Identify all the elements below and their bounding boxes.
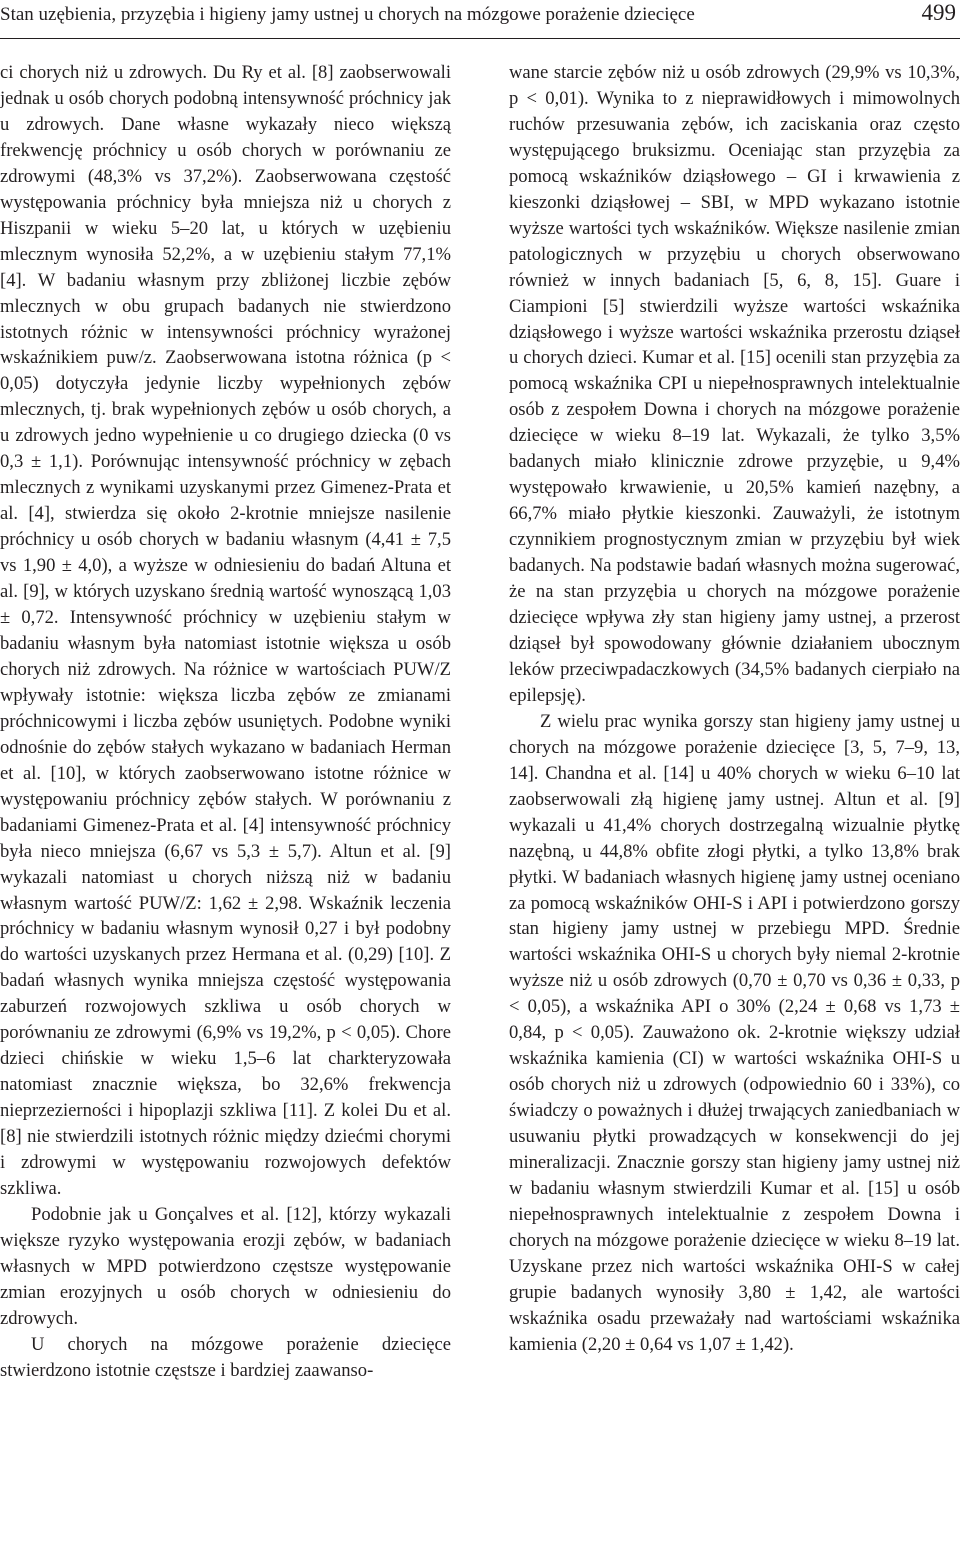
left-paragraph-1: ci chorych niż u zdrowych. Du Ry et al. [8] zaobserwowali jednak u osób chorych podobną intensywność próchnicy jak u zdrowych. Dane własne wykazały nieco większą frekwencję próchnicy u osób chorych w porównaniu ze zdrowymi (48,3% vs 37,2%). Zaobserwowana częstość występowania próchnicy była mniejsza niż u chorych z Hiszpanii w wieku 5–20 lat, u których w uzębieniu mlecznym wynosiła 52,2%, a w uzębieniu stałym 77,1% [4]. W badaniu własnym przy zbliżonej liczbie zębów mlecznych w obu grupach badanych nie stwierdzono istotnych różnic w intensywności próchnicy wyrażonej wskaźnikiem puw/z. Zaobserwowana istotna różnica (p < 0,05) dotyczyła jedynie liczby wypełnionych zębów mlecznych, tj. brak wypełnionych zębów u osób chorych, a u zdrowych jedno wypełnienie u co drugiego dziecka (0 vs 0,3 ± 1,1). Porównując intensywność próchnicy w zębach mlecznych z wynikami uzyskanymi przez Gimenez-Prata et al. [4], stwierdza się około 2-krotnie mniejsze nasilenie próchnicy u osób chorych w badaniu własnym (4,41 ± 7,5 vs 1,90 ± 4,0), a wyższe w odniesieniu do badań Altuna et al. [9], w których uzyskano średnią wartość wynoszącą 1,03 ± 0,72. Intensywność próchnicy w uzębieniu stałym w badaniu własnym była natomiast istotnie większa u osób chorych niż zdrowych. Na różnice w wartościach PUW/Z wpływały istotnie: większa liczba zębów ze zmianami próchnicowymi i liczba zębów usuniętych. Podobne wyniki odnośnie do zębów stałych wykazano w badaniach Herman et al. [10], w których zaobserwowano istotne różnice w występowaniu próchnicy zębów stałych. W porównaniu z badaniami Gimenez-Prata et al. [4] intensywność próchnicy była nieco mniejsza (6,67 vs 5,3 ± 5,7). Altun et al. [9] wykazali natomiast u chorych niższą niż w badaniu własnym wartość PUW/Z: 1,62 ± 2,98. Wskaźnik leczenia próchnicy w badaniu własnym wynosił 0,27 i był podobny do wartości uzyskanych przez Hermana et al. (0,29) [10]. Z badań własnych wynika mniejsza częstość występowania zaburzeń rozwojowych szkliwa u osób chorych w porównaniu ze zdrowymi (6,9% vs 19,2%, p < 0,05). Chore dzieci chińskie w wieku 1,5–6 lat charkteryzowała natomiast znacznie większa, bo 32,6% frekwencja nieprzezierności i hipoplazji szkliwa [11]. Z kolei Du et al. [8] nie stwierdzili istotnych różnic między dziećmi chorymi i zdrowymi w występowaniu rozwojowych defektów szkliwa.: [0, 62, 451, 1199]
running-title: Stan uzębienia, przyzębia i higieny jamy ustnej u chorych na mózgowe porażenie dziecięce: [0, 4, 695, 25]
header-rule: [0, 38, 960, 39]
right-column: [509, 60, 960, 1358]
left-paragraph-3: U chorych na mózgowe porażenie dziecięce stwierdzono istotnie częstsze i bardziej zaawanso-: [0, 1333, 451, 1381]
right-paragraph-1: wane starcie zębów niż u osób zdrowych (29,9% vs 10,3%, p < 0,01). Wynika to z nieprawidłowych i mimowolnych ruchów przesuwania zębów, ich zaciskania oraz często występującego bruksizmu. Oceniając stan przyzębia za pomocą wskaźników dziąsłowego – GI i krwawienia z kieszonki dziąsłowej – SBI, w MPD wykazano istotnie wyższe wartości tych wskaźników. Większe nasilenie zmian patologicznych w przyzębiu u chorych obserwowano również w innych badaniach [5, 6, 8, 15]. Guare i Ciampioni [5] stwierdzili wyższe wartości wskaźnika dziąsłowego i wyższe wartości wskaźnika przerostu dziąseł u chorych dzieci. Kumar et al. [15] ocenili stan przyzębia za pomocą wskaźnika CPI u niepełnosprawnych intelektualnie osób z zespołem Downa i chorych na mózgowe porażenie dziecięce w wieku 8–19 lat. Wykazali, że tylko 3,5% badanych miało klinicznie zdrowe przyzębie, u 9,4% występowało krwawienie, u 20,5% kamień nazębny, a 66,7% miało płytkie kieszonki. Zauważyli, że istotnym czynnikiem prognostycznym zmian w przyzębiu był wiek badanych. Na podstawie badań własnych można sugerować, że na stan przyzębia u chorych na mózgowe porażenie dziecięce wpływa zły stan higieny jamy ustnej, a przerost dziąseł był spowodowany głównie działaniem ubocznym leków przeciwpadaczkowych (34,5% badanych cierpiało na epilepsję).: [509, 62, 960, 706]
left-column: [0, 60, 451, 1384]
running-header: [0, 0, 960, 40]
page-number: 499: [921, 0, 956, 25]
right-paragraph-2: Z wielu prac wynika gorszy stan higieny jamy ustnej u chorych na mózgowe porażenie dziecięce [3, 5, 7–9, 13, 14]. Chandna et al. [14] u 40% chorych w wieku 6–10 lat zaobserwowali złą higienę jamy ustnej. Altun et al. [9] wykazali u 41,4% chorych dostrzegalną wizualnie płytkę nazębną, u 44,8% obfite złogi płytki, a tylko 13,8% brak płytki. W badaniach własnych higienę jamy ustnej oceniano za pomocą wskaźników OHI-S i API i potwierdzono gorszy stan higieny jamy ustnej w przebiegu MPD. Średnie wartości wskaźnika OHI-S u chorych były niemal 2-krotnie wyższe niż u osób zdrowych (0,70 ± 0,70 vs 0,36 ± 0,33, p < 0,05), a wskaźnika API o 30% (2,24 ± 0,68 vs 1,73 ± 0,84, p < 0,05). Zauważono ok. 2-krotnie większy udział wskaźnika kamienia (CI) w wartości wskaźnika OHI-S u osób chorych niż u zdrowych (odpowiednio 60 i 33%), co świadczy o poważnych i dłużej trwających zaniedbaniach w usuwaniu płytki prowadzących w konsekwencji do jej mineralizacji. Znacznie gorszy stan higieny jamy ustnej niż w badaniu własnym stwierdzili Kumar et al. [15] u osób niepełnosprawnych intelektualnie z zespołem Downa i chorych na mózgowe porażenie dziecięce w wieku 8–19 lat. Uzyskane przez nich wartości wskaźnika OHI-S w całej grupie badanych wynosiły 3,80 ± 1,42, ale wartości wskaźnika osadu przeważały nad wartościami wskaźnika kamienia (2,20 ± 0,64 vs 1,07 ± 1,42).: [509, 710, 960, 1355]
left-paragraph-2: Podobnie jak u Gonçalves et al. [12], którzy wykazali większe ryzyko występowania erozji zębów, w badaniach własnych w MPD potwierdzono częstsze występowanie zmian erozyjnych u osób chorych w odniesieniu do zdrowych.: [0, 1203, 451, 1329]
